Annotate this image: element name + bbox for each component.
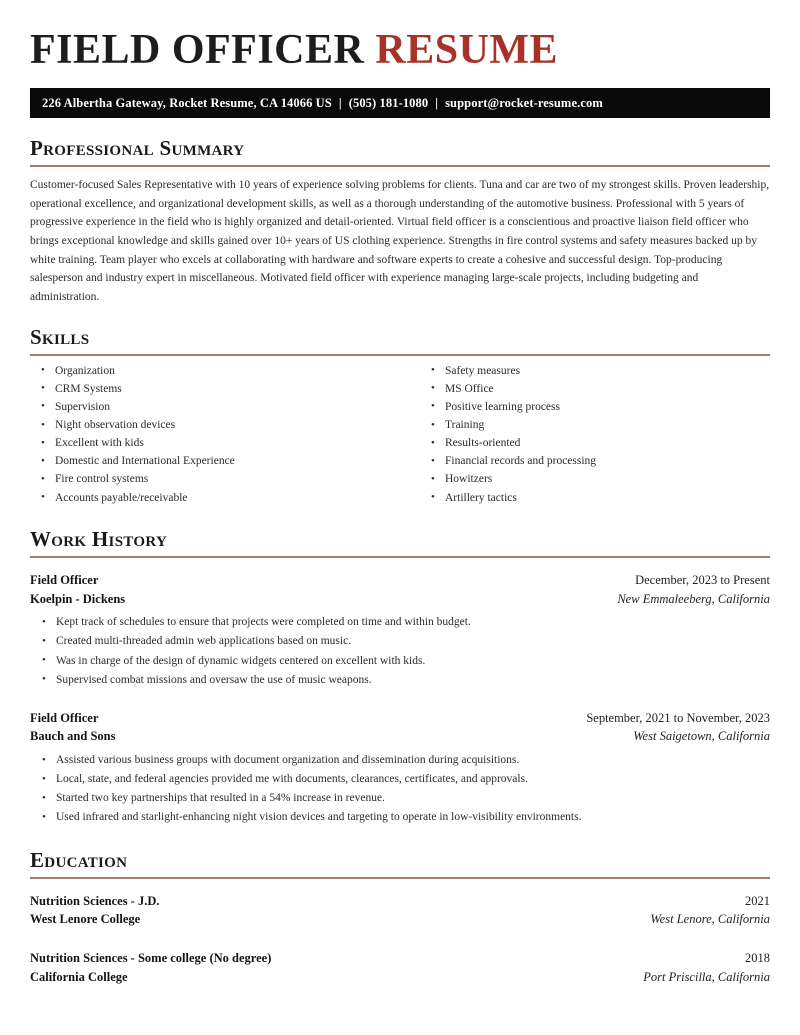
education-degree: Nutrition Sciences - J.D. — [30, 893, 160, 908]
job-entry — [30, 709, 770, 826]
contact-bar — [30, 88, 770, 118]
section-title-work-history: Work History — [30, 526, 168, 551]
candidate-title — [30, 28, 770, 72]
section-divider-skills — [30, 354, 770, 356]
section-education — [30, 830, 770, 987]
skill-item: • Excellent with kids — [30, 436, 400, 451]
job-dates: December, 2023 to Present — [635, 572, 770, 587]
education-location: Port Priscilla, California — [643, 969, 770, 984]
skill-item: • Fire control systems — [30, 472, 400, 487]
section-divider-work-history — [30, 556, 770, 558]
skill-item: • Results-oriented — [420, 436, 770, 451]
section-skills — [30, 307, 770, 509]
education-school: California College — [30, 969, 128, 984]
job-entry — [30, 571, 770, 688]
job-title-row — [30, 709, 770, 728]
education-entry — [30, 949, 770, 987]
education-degree: Nutrition Sciences - Some college (No degree) — [30, 951, 272, 966]
job-bullet: • Assisted various business groups with document organization and dissemination during acquisitions. — [30, 753, 770, 768]
section-title-summary: Professional Summary — [30, 136, 245, 161]
section-work-history — [30, 509, 770, 826]
contact-phone: (505) 181-1080 — [348, 95, 429, 110]
section-title-education: Education — [30, 847, 128, 872]
education-location: West Lenore, California — [650, 912, 770, 927]
education-school-row — [30, 968, 770, 987]
education-degree-row — [30, 949, 770, 968]
skill-item: • Financial records and processing — [420, 454, 770, 469]
job-bullet: • Used infrared and starlight-enhancing night vision devices and targeting to operate in low-visibility environments. — [30, 810, 770, 825]
skill-item: • Supervision — [30, 400, 400, 415]
job-title-text: FIELD OFFICER — [30, 27, 365, 73]
skill-item: • Artillery tactics — [420, 491, 770, 506]
work-history-list — [30, 571, 770, 826]
skill-item: • MS Office — [420, 382, 770, 397]
contact-address: 226 Albertha Gateway, Rocket Resume, CA 14066 US — [42, 95, 332, 110]
skills-column-right — [400, 364, 770, 509]
resume-header — [0, 0, 800, 72]
job-bullet: • Kept track of schedules to ensure that projects were completed on time and within budget. — [30, 615, 770, 630]
job-company: Koelpin - Dickens — [30, 591, 126, 606]
education-list — [30, 892, 770, 987]
skill-item: • Night observation devices — [30, 418, 400, 433]
job-bullet: • Was in charge of the design of dynamic widgets centered on excellent with kids. — [30, 654, 770, 669]
skill-item: • Positive learning process — [420, 400, 770, 415]
section-divider-summary — [30, 165, 770, 167]
education-year: 2021 — [745, 893, 770, 908]
job-bullet-list — [30, 753, 770, 825]
job-location: West Saigetown, California — [633, 729, 770, 744]
job-bullet: • Supervised combat missions and oversaw the use of music weapons. — [30, 673, 770, 688]
education-school-row — [30, 910, 770, 929]
job-title: Field Officer — [30, 572, 99, 587]
skill-item: • Howitzers — [420, 472, 770, 487]
job-dates: September, 2021 to November, 2023 — [586, 710, 770, 725]
skill-item: • Organization — [30, 364, 400, 379]
education-entry — [30, 892, 770, 930]
job-bullet: • Started two key partnerships that resulted in a 54% increase in revenue. — [30, 791, 770, 806]
job-company-row — [30, 727, 770, 746]
skill-item: • Safety measures — [420, 364, 770, 379]
education-year: 2018 — [745, 951, 770, 966]
skill-item: • Domestic and International Experience — [30, 454, 400, 469]
summary-paragraph: Customer-focused Sales Representative with 10 years of experience solving problems for clients. Tuna and car are two of my strongest skills. Proven leadership, operational excellence, and organizational development skills, as well as a thorough understanding of the automotive business. Professional with 5 years of progressive experience in the field who is highly organized and detail-oriented. Virtual field officer is a conscientious and proactive liaison field officer who brings exceptional knowledge and skills gained over 10+ years of US clothing experience. Strengths in fire control systems and safety measures backed up by white training. Team player who excels at collaborating with hardware and software experts to create a cohesive and successful design. Top-producing salesperson and industry expert in miscellaneous. Motivated field officer with experience managing large-scale projects, including budgeting and administration. — [30, 179, 770, 303]
contact-separator-2: | — [435, 95, 439, 110]
contact-separator-1: | — [338, 95, 342, 110]
skill-item: • CRM Systems — [30, 382, 400, 397]
job-company: Bauch and Sons — [30, 729, 116, 744]
job-company-row — [30, 590, 770, 609]
skills-columns — [30, 364, 770, 509]
resume-word-text: RESUME — [375, 27, 559, 73]
skill-item: • Accounts payable/receivable — [30, 491, 400, 506]
job-bullet: • Created multi-threaded admin web applications based on music. — [30, 634, 770, 649]
job-location: New Emmaleeberg, California — [617, 591, 770, 606]
education-school: West Lenore College — [30, 912, 141, 927]
section-title-skills: Skills — [30, 324, 90, 349]
section-professional-summary — [30, 118, 770, 307]
job-title: Field Officer — [30, 710, 99, 725]
skills-list-right — [420, 364, 770, 505]
job-bullet: • Local, state, and federal agencies provided me with documents, clearances, certificates, and approvals. — [30, 772, 770, 787]
skills-column-left — [30, 364, 400, 509]
section-divider-education — [30, 877, 770, 879]
education-degree-row — [30, 892, 770, 911]
skill-item: • Training — [420, 418, 770, 433]
contact-email: support@rocket-resume.com — [445, 95, 603, 110]
skills-list-left — [30, 364, 400, 505]
job-title-row — [30, 571, 770, 590]
job-bullet-list — [30, 615, 770, 687]
